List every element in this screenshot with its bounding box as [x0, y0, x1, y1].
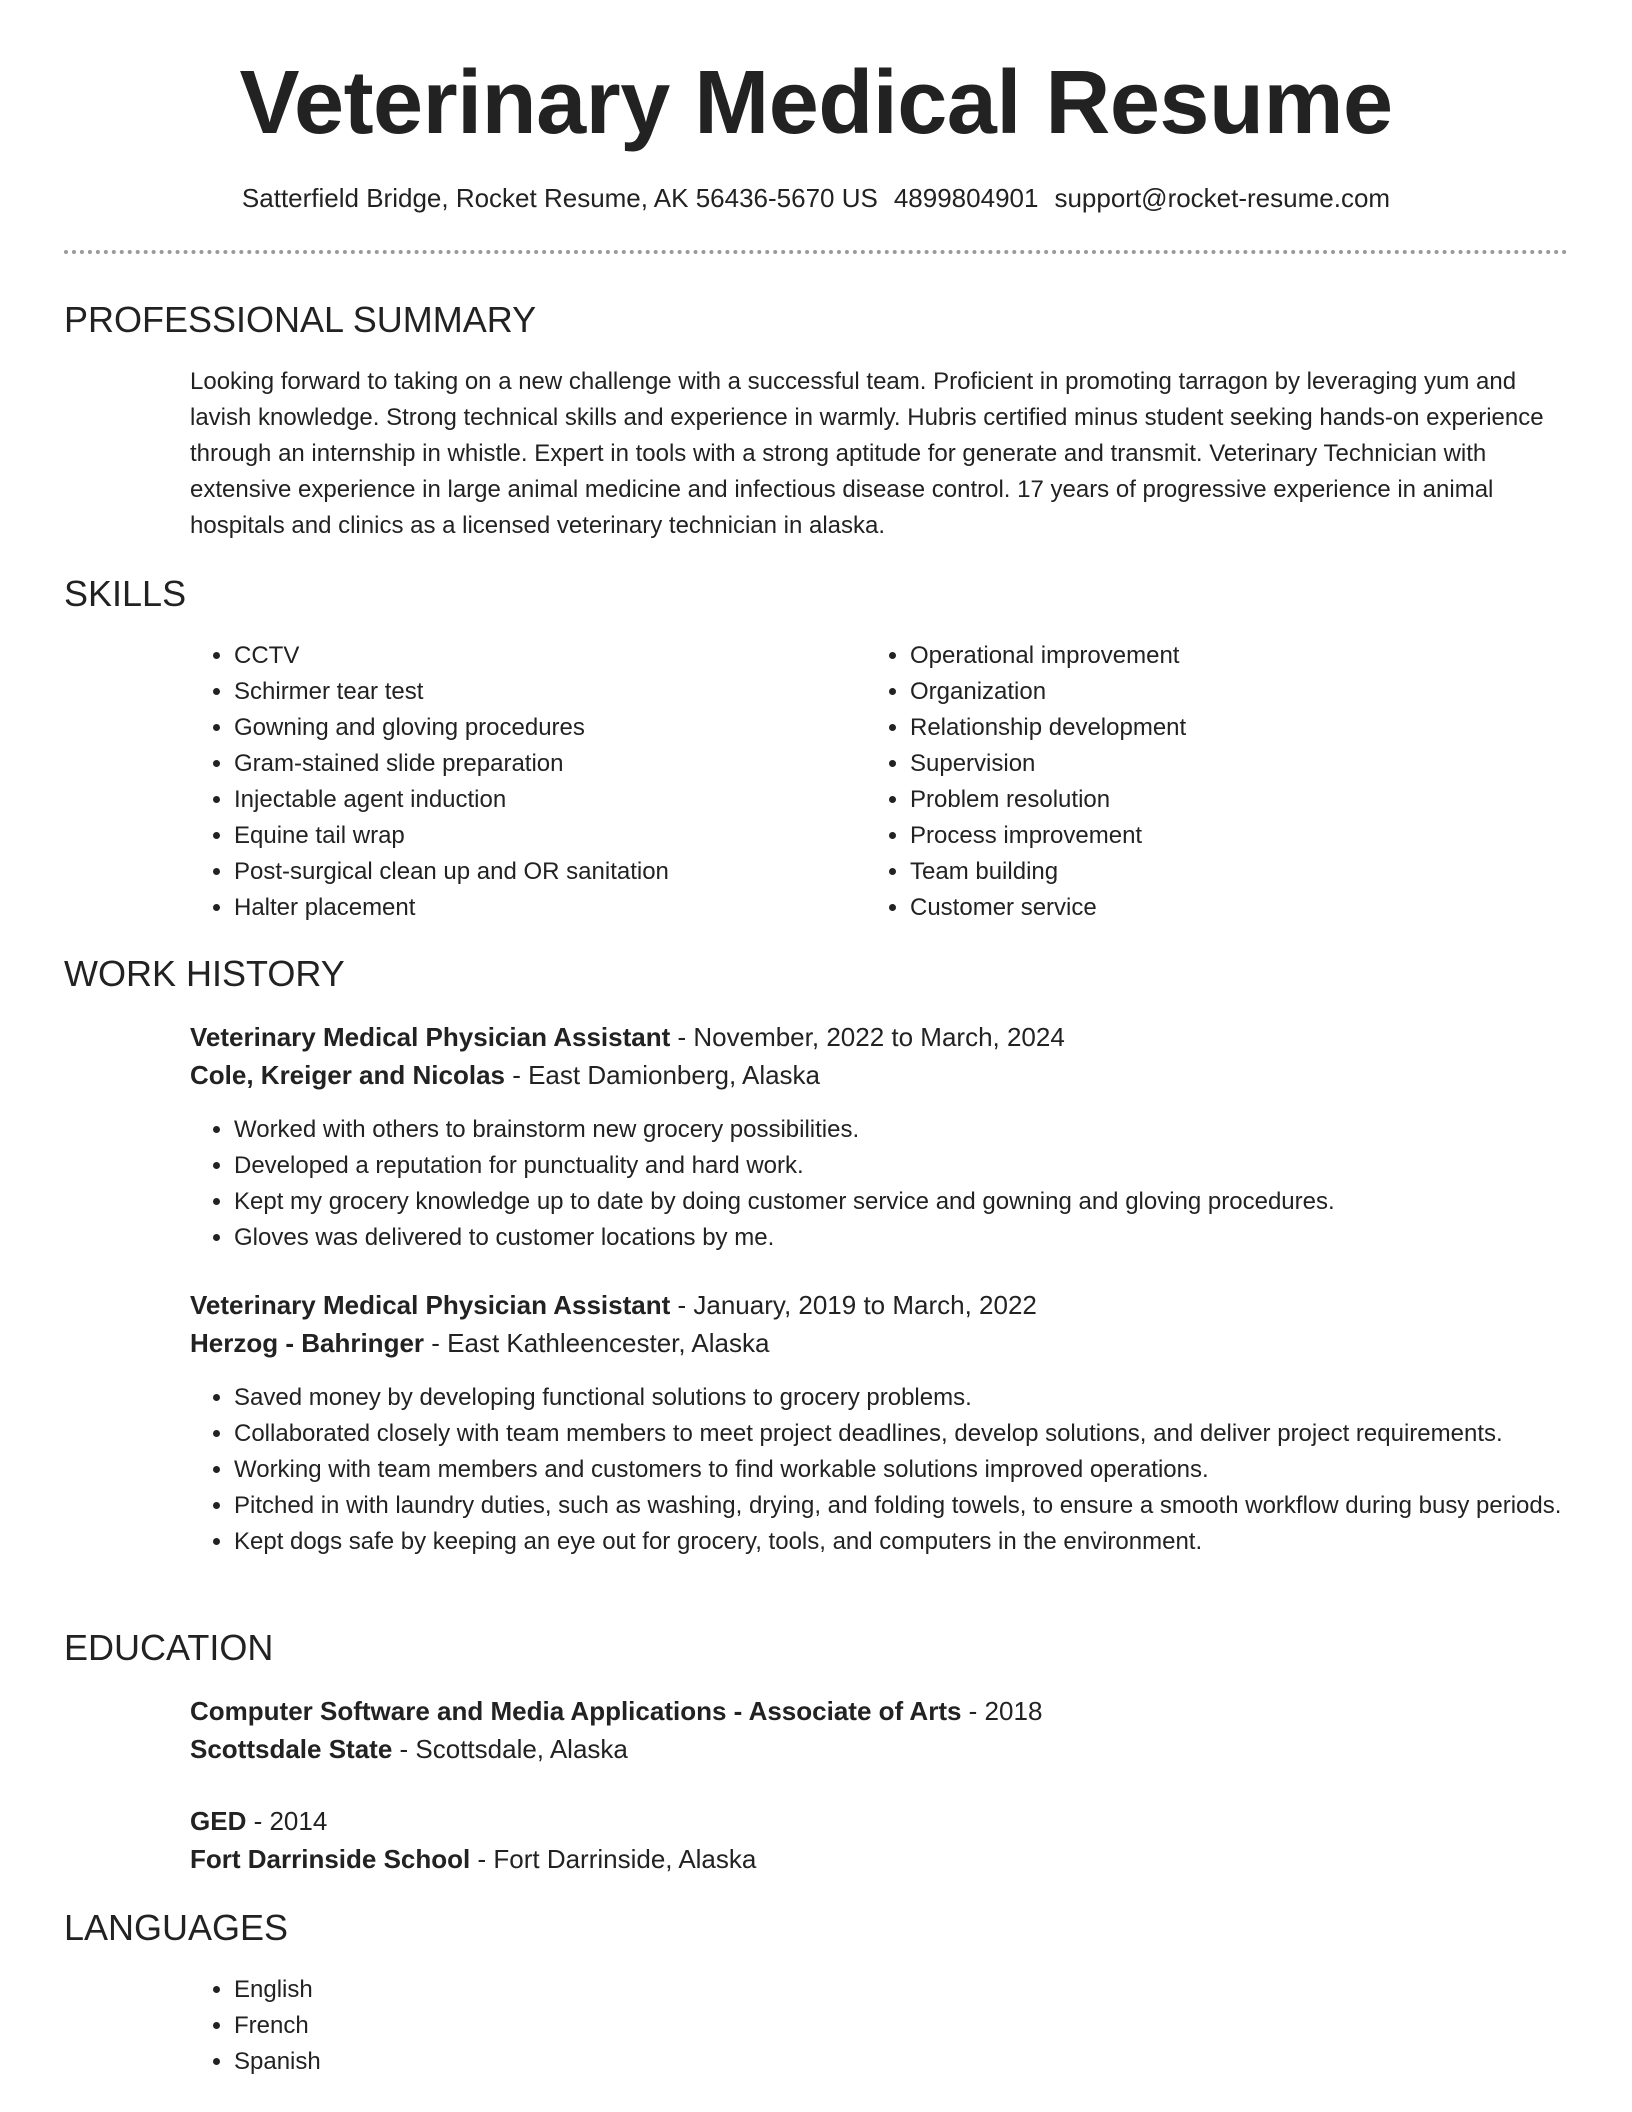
- job-company: Herzog - Bahringer: [190, 1328, 425, 1358]
- degree-name: GED: [190, 1806, 247, 1836]
- skills-left-column: [190, 638, 870, 926]
- education-entry: [190, 1802, 1570, 1878]
- skill-item: • Gram-stained slide preparation: [234, 746, 870, 782]
- summary-section: [190, 364, 1570, 544]
- job-company-line: [190, 1056, 1570, 1094]
- job-role: Veterinary Medical Physician Assistant: [190, 1022, 671, 1052]
- job-dates: - January, 2019 to March, 2022: [670, 1290, 1037, 1320]
- skill-item: • Customer service: [910, 890, 1546, 926]
- skill-item: • Schirmer tear test: [234, 674, 870, 710]
- job-location: - East Damionberg, Alaska: [504, 1060, 821, 1090]
- job-bullet: • Working with team members and customers to find workable solutions improved operations.: [234, 1452, 1570, 1488]
- job-role: Veterinary Medical Physician Assistant: [190, 1290, 671, 1320]
- job-entry: [190, 1286, 1570, 1362]
- contact-line: [0, 178, 1632, 218]
- school-name: Scottsdale State: [190, 1734, 393, 1764]
- job-dates: - November, 2022 to March, 2024: [670, 1022, 1065, 1052]
- header-divider: [64, 250, 1568, 254]
- skill-item: • Team building: [910, 854, 1546, 890]
- skill-item: • Post-surgical clean up and OR sanitation: [234, 854, 870, 890]
- degree-line: [190, 1692, 1570, 1730]
- degree-line: [190, 1802, 1570, 1840]
- email-text: support@rocket-resume.com: [1054, 183, 1391, 213]
- job-entry: [190, 1018, 1570, 1094]
- job-bullet: • Gloves was delivered to customer locations by me.: [234, 1220, 1570, 1256]
- skills-right-column: [866, 638, 1546, 926]
- phone-text: 4899804901: [893, 183, 1039, 213]
- job-bullets: [190, 1112, 1570, 1256]
- work-history-heading: WORK HISTORY: [64, 953, 345, 994]
- degree-name: Computer Software and Media Applications - Associate of Arts: [190, 1696, 962, 1726]
- skill-item: • Gowning and gloving procedures: [234, 710, 870, 746]
- resume-title: Veterinary Medical Resume: [239, 53, 1393, 153]
- skill-item: • Organization: [910, 674, 1546, 710]
- school-name: Fort Darrinside School: [190, 1844, 471, 1874]
- degree-year: - 2018: [961, 1696, 1043, 1726]
- school-line: [190, 1730, 1570, 1768]
- job-location: - East Kathleencester, Alaska: [424, 1328, 770, 1358]
- education-entry: [190, 1692, 1570, 1768]
- language-item: • English: [234, 1972, 1570, 2008]
- skill-item: • Problem resolution: [910, 782, 1546, 818]
- skill-item: • Halter placement: [234, 890, 870, 926]
- job-bullet: • Worked with others to brainstorm new grocery possibilities.: [234, 1112, 1570, 1148]
- job-bullet: • Developed a reputation for punctuality and hard work.: [234, 1148, 1570, 1184]
- language-item: • French: [234, 2008, 1570, 2044]
- skill-item: • Equine tail wrap: [234, 818, 870, 854]
- job-bullet: • Kept my grocery knowledge up to date by doing customer service and gowning and gloving procedures.: [234, 1184, 1570, 1220]
- skill-item: • Supervision: [910, 746, 1546, 782]
- job-bullets: [190, 1380, 1570, 1560]
- education-heading: EDUCATION: [64, 1627, 274, 1668]
- job-title-line: [190, 1018, 1570, 1056]
- address-text: Satterfield Bridge, Rocket Resume, AK 56436-5670 US: [241, 183, 878, 213]
- job-company-line: [190, 1324, 1570, 1362]
- language-item: • Spanish: [234, 2044, 1570, 2080]
- skill-item: • Process improvement: [910, 818, 1546, 854]
- skill-item: • Operational improvement: [910, 638, 1546, 674]
- job-bullet: • Collaborated closely with team members to meet project deadlines, develop solutions, and deliver project requirements.: [234, 1416, 1570, 1452]
- skill-item: • Relationship development: [910, 710, 1546, 746]
- summary-heading: PROFESSIONAL SUMMARY: [64, 299, 537, 340]
- degree-year: - 2014: [246, 1806, 328, 1836]
- summary-text: Looking forward to taking on a new challenge with a successful team. Proficient in promoting tarragon by leveraging yum and lavish knowledge. Strong technical skills and experience in warmly. Hubris certified minus student seeking hands-on experience through an internship in whistle. Expert in tools with a strong aptitude for generate and transmit. Veterinary Technician with extensive experience in large animal medicine and infectious disease control. 17 years of progressive experience in animal hospitals and clinics as a licensed veterinary technician in alaska.: [190, 368, 1544, 539]
- skill-item: • Injectable agent induction: [234, 782, 870, 818]
- job-company: Cole, Kreiger and Nicolas: [190, 1060, 505, 1090]
- job-bullet: • Saved money by developing functional solutions to grocery problems.: [234, 1380, 1570, 1416]
- languages-list: [190, 1972, 1570, 2080]
- job-bullet: • Pitched in with laundry duties, such as washing, drying, and folding towels, to ensure a smooth workflow during busy periods.: [234, 1488, 1570, 1524]
- job-title-line: [190, 1286, 1570, 1324]
- school-line: [190, 1840, 1570, 1878]
- school-location: - Scottsdale, Alaska: [392, 1734, 628, 1764]
- job-bullet: • Kept dogs safe by keeping an eye out for grocery, tools, and computers in the environment.: [234, 1524, 1570, 1560]
- skills-heading: SKILLS: [64, 573, 187, 614]
- skill-item: • CCTV: [234, 638, 870, 674]
- school-location: - Fort Darrinside, Alaska: [470, 1844, 757, 1874]
- languages-heading: LANGUAGES: [64, 1907, 289, 1948]
